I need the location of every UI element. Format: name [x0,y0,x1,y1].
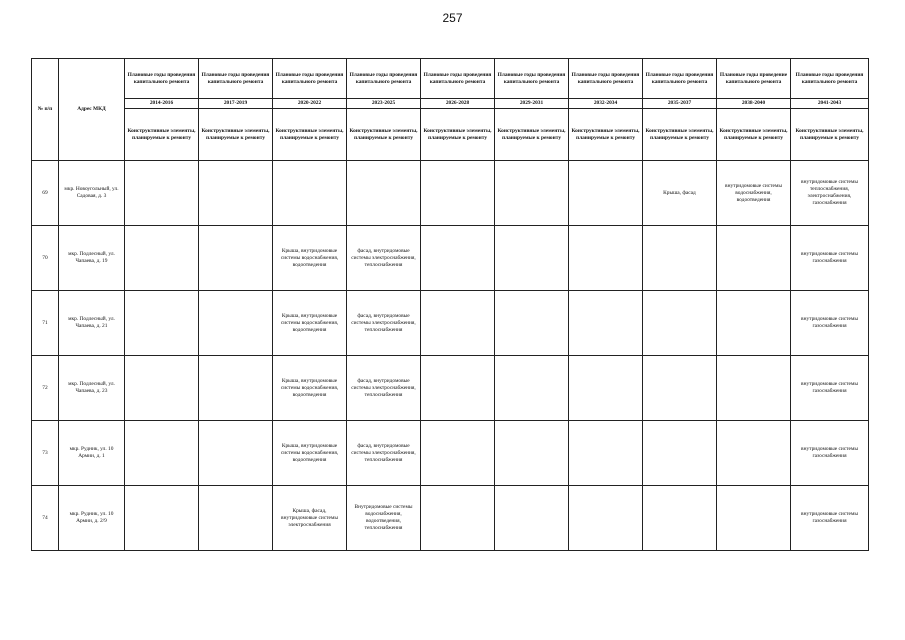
row-number: 73 [32,421,59,486]
column-header-elements: Конструктивные элементы, планируемые к ремонту [717,109,791,161]
repair-elements-cell: Крыша, внутридомовые системы водоснабжения, водоотведения [273,291,347,356]
header-row-elements [32,109,869,161]
column-header-period: Плановые годы проведения капитального ремонта [495,59,569,99]
row-number: 74 [32,486,59,551]
repair-elements-cell [643,421,717,486]
repair-elements-cell [643,226,717,291]
column-header-years: 2026-2028 [421,99,495,109]
repair-elements-cell [717,356,791,421]
repair-elements-cell [199,356,273,421]
repair-elements-cell [495,486,569,551]
column-header-elements: Конструктивные элементы, планируемые к ремонту [791,109,869,161]
repair-elements-cell [717,291,791,356]
repair-elements-cell [569,421,643,486]
column-header-years: 2035-2037 [643,99,717,109]
repair-elements-cell [421,226,495,291]
column-header-years: 2017-2019 [199,99,273,109]
repair-elements-cell: Крыша, фасад [643,161,717,226]
column-header-elements: Конструктивные элементы, планируемые к ремонту [495,109,569,161]
column-header-elements: Конструктивные элементы, планируемые к ремонту [643,109,717,161]
column-header-years: 2029-2031 [495,99,569,109]
table-row [32,356,869,421]
column-header-elements: Конструктивные элементы, планируемые к ремонту [421,109,495,161]
column-header-period: Плановые годы проведения капитального ремонта [199,59,273,99]
repair-elements-cell [125,421,199,486]
repair-elements-cell [421,291,495,356]
repair-elements-cell [717,421,791,486]
column-header-years: 2023-2025 [347,99,421,109]
repair-elements-cell [347,161,421,226]
repair-elements-cell: Крыша, внутридомовые системы водоснабжения, водоотведения [273,421,347,486]
repair-elements-cell [643,356,717,421]
repair-elements-cell [643,486,717,551]
row-address: мкр. Новоугольный, ул. Садовая, д. 3 [59,161,125,226]
repair-elements-cell [717,226,791,291]
repair-elements-cell: фасад, внутридомовые системы электроснабжения, теплоснабжения [347,226,421,291]
column-header-period: Плановые годы проведения капитального ремонта [347,59,421,99]
row-number: 70 [32,226,59,291]
repair-elements-cell [495,226,569,291]
repair-elements-cell [421,486,495,551]
repair-elements-cell: внутридомовые системы газоснабжения [791,421,869,486]
repair-elements-cell [125,226,199,291]
column-header-elements: Конструктивные элементы, планируемые к ремонту [569,109,643,161]
row-number: 71 [32,291,59,356]
repair-elements-cell [643,291,717,356]
column-header-period: Плановые годы проведение капитального ремонта [717,59,791,99]
column-header-period: Плановые годы проведения капитального ремонта [791,59,869,99]
repair-elements-cell [125,291,199,356]
table-row [32,486,869,551]
header-row-years [32,99,869,109]
row-number: 72 [32,356,59,421]
repair-elements-cell [199,226,273,291]
repair-elements-cell: фасад, внутридомовые системы электроснабжения, теплоснабжения [347,291,421,356]
repair-elements-cell: внутридомовые системы теплоснабжения, электроснабжения, газоснабжения [791,161,869,226]
column-header-period: Плановые годы проведения капитального ремонта [125,59,199,99]
repair-elements-cell: Крыша, внутридомовые системы водоснабжения, водоотведения [273,356,347,421]
row-address: мкр. Подлесный, ул. Чапаева, д. 21 [59,291,125,356]
repair-elements-cell [495,161,569,226]
repair-elements-cell [569,486,643,551]
repair-schedule-table [31,58,869,551]
repair-elements-cell: внутридомовые системы газоснабжения [791,291,869,356]
column-header-elements: Конструктивные элементы, планируемые к ремонту [347,109,421,161]
repair-elements-cell [273,161,347,226]
header-row-period [32,59,869,99]
column-header-years: 2038-2040 [717,99,791,109]
repair-elements-cell: фасад, внутридомовые системы электроснабжения, теплоснабжения [347,356,421,421]
repair-elements-cell: Крыша, фасад, внутридомовые системы электроснабжения [273,486,347,551]
column-header-period: Плановые годы проведения капитального ремонта [273,59,347,99]
repair-elements-cell [495,291,569,356]
repair-elements-cell: Крыша, внутридомовые системы водоснабжения, водоотведения [273,226,347,291]
row-number: 69 [32,161,59,226]
column-header-elements: Конструктивные элементы, планируемые к ремонту [125,109,199,161]
repair-elements-cell: Внутридомовые системы водоснабжения, водоотведения, теплоснабжения [347,486,421,551]
column-header-elements: Конструктивные элементы, планируемые к ремонту [273,109,347,161]
row-address: мкр. Подлесный, ул. Чапаева, д. 23 [59,356,125,421]
repair-elements-cell [569,161,643,226]
row-address: мкр. Подлесный, ул. Чапаева, д. 19 [59,226,125,291]
repair-elements-cell [199,161,273,226]
table-row [32,291,869,356]
column-header-elements: Конструктивные элементы, планируемые к ремонту [199,109,273,161]
table-row [32,161,869,226]
repair-elements-cell: внутридомовые системы водоснабжения, водоотведения [717,161,791,226]
repair-elements-cell [421,421,495,486]
repair-elements-cell: внутридомовые системы газоснабжения [791,226,869,291]
column-header-years: 2032-2034 [569,99,643,109]
repair-elements-cell [421,161,495,226]
repair-elements-cell [495,356,569,421]
repair-elements-cell [199,486,273,551]
repair-elements-cell [495,421,569,486]
repair-elements-cell [421,356,495,421]
column-header-period: Плановые годы проведения капитального ремонта [643,59,717,99]
row-address: мкр. Рудник, ул. 10 Армии, д. 1 [59,421,125,486]
repair-elements-cell [199,421,273,486]
column-header-years: 2014-2016 [125,99,199,109]
repair-elements-cell [717,486,791,551]
table-body [32,161,869,551]
repair-elements-cell [125,161,199,226]
column-header-address: Адрес МКД [59,59,125,161]
column-header-number: № п/п [32,59,59,161]
column-header-period: Плановые годы проведения капитального ремонта [421,59,495,99]
page-number: 257 [442,11,463,25]
repair-elements-cell [199,291,273,356]
repair-elements-cell [569,291,643,356]
repair-elements-cell [569,226,643,291]
repair-elements-cell: фасад, внутридомовые системы электроснабжения, теплоснабжения [347,421,421,486]
column-header-years: 2020-2022 [273,99,347,109]
repair-elements-cell: внутридомовые системы газоснабжения [791,356,869,421]
table-row [32,226,869,291]
row-address: мкр. Рудник, ул. 10 Армии, д. 2/9 [59,486,125,551]
repair-elements-cell [569,356,643,421]
repair-elements-cell [125,486,199,551]
column-header-years: 2041-2043 [791,99,869,109]
column-header-period: Плановые годы проведения капитального ремонта [569,59,643,99]
table-row [32,421,869,486]
repair-elements-cell: внутридомовые системы газоснабжения [791,486,869,551]
repair-elements-cell [125,356,199,421]
